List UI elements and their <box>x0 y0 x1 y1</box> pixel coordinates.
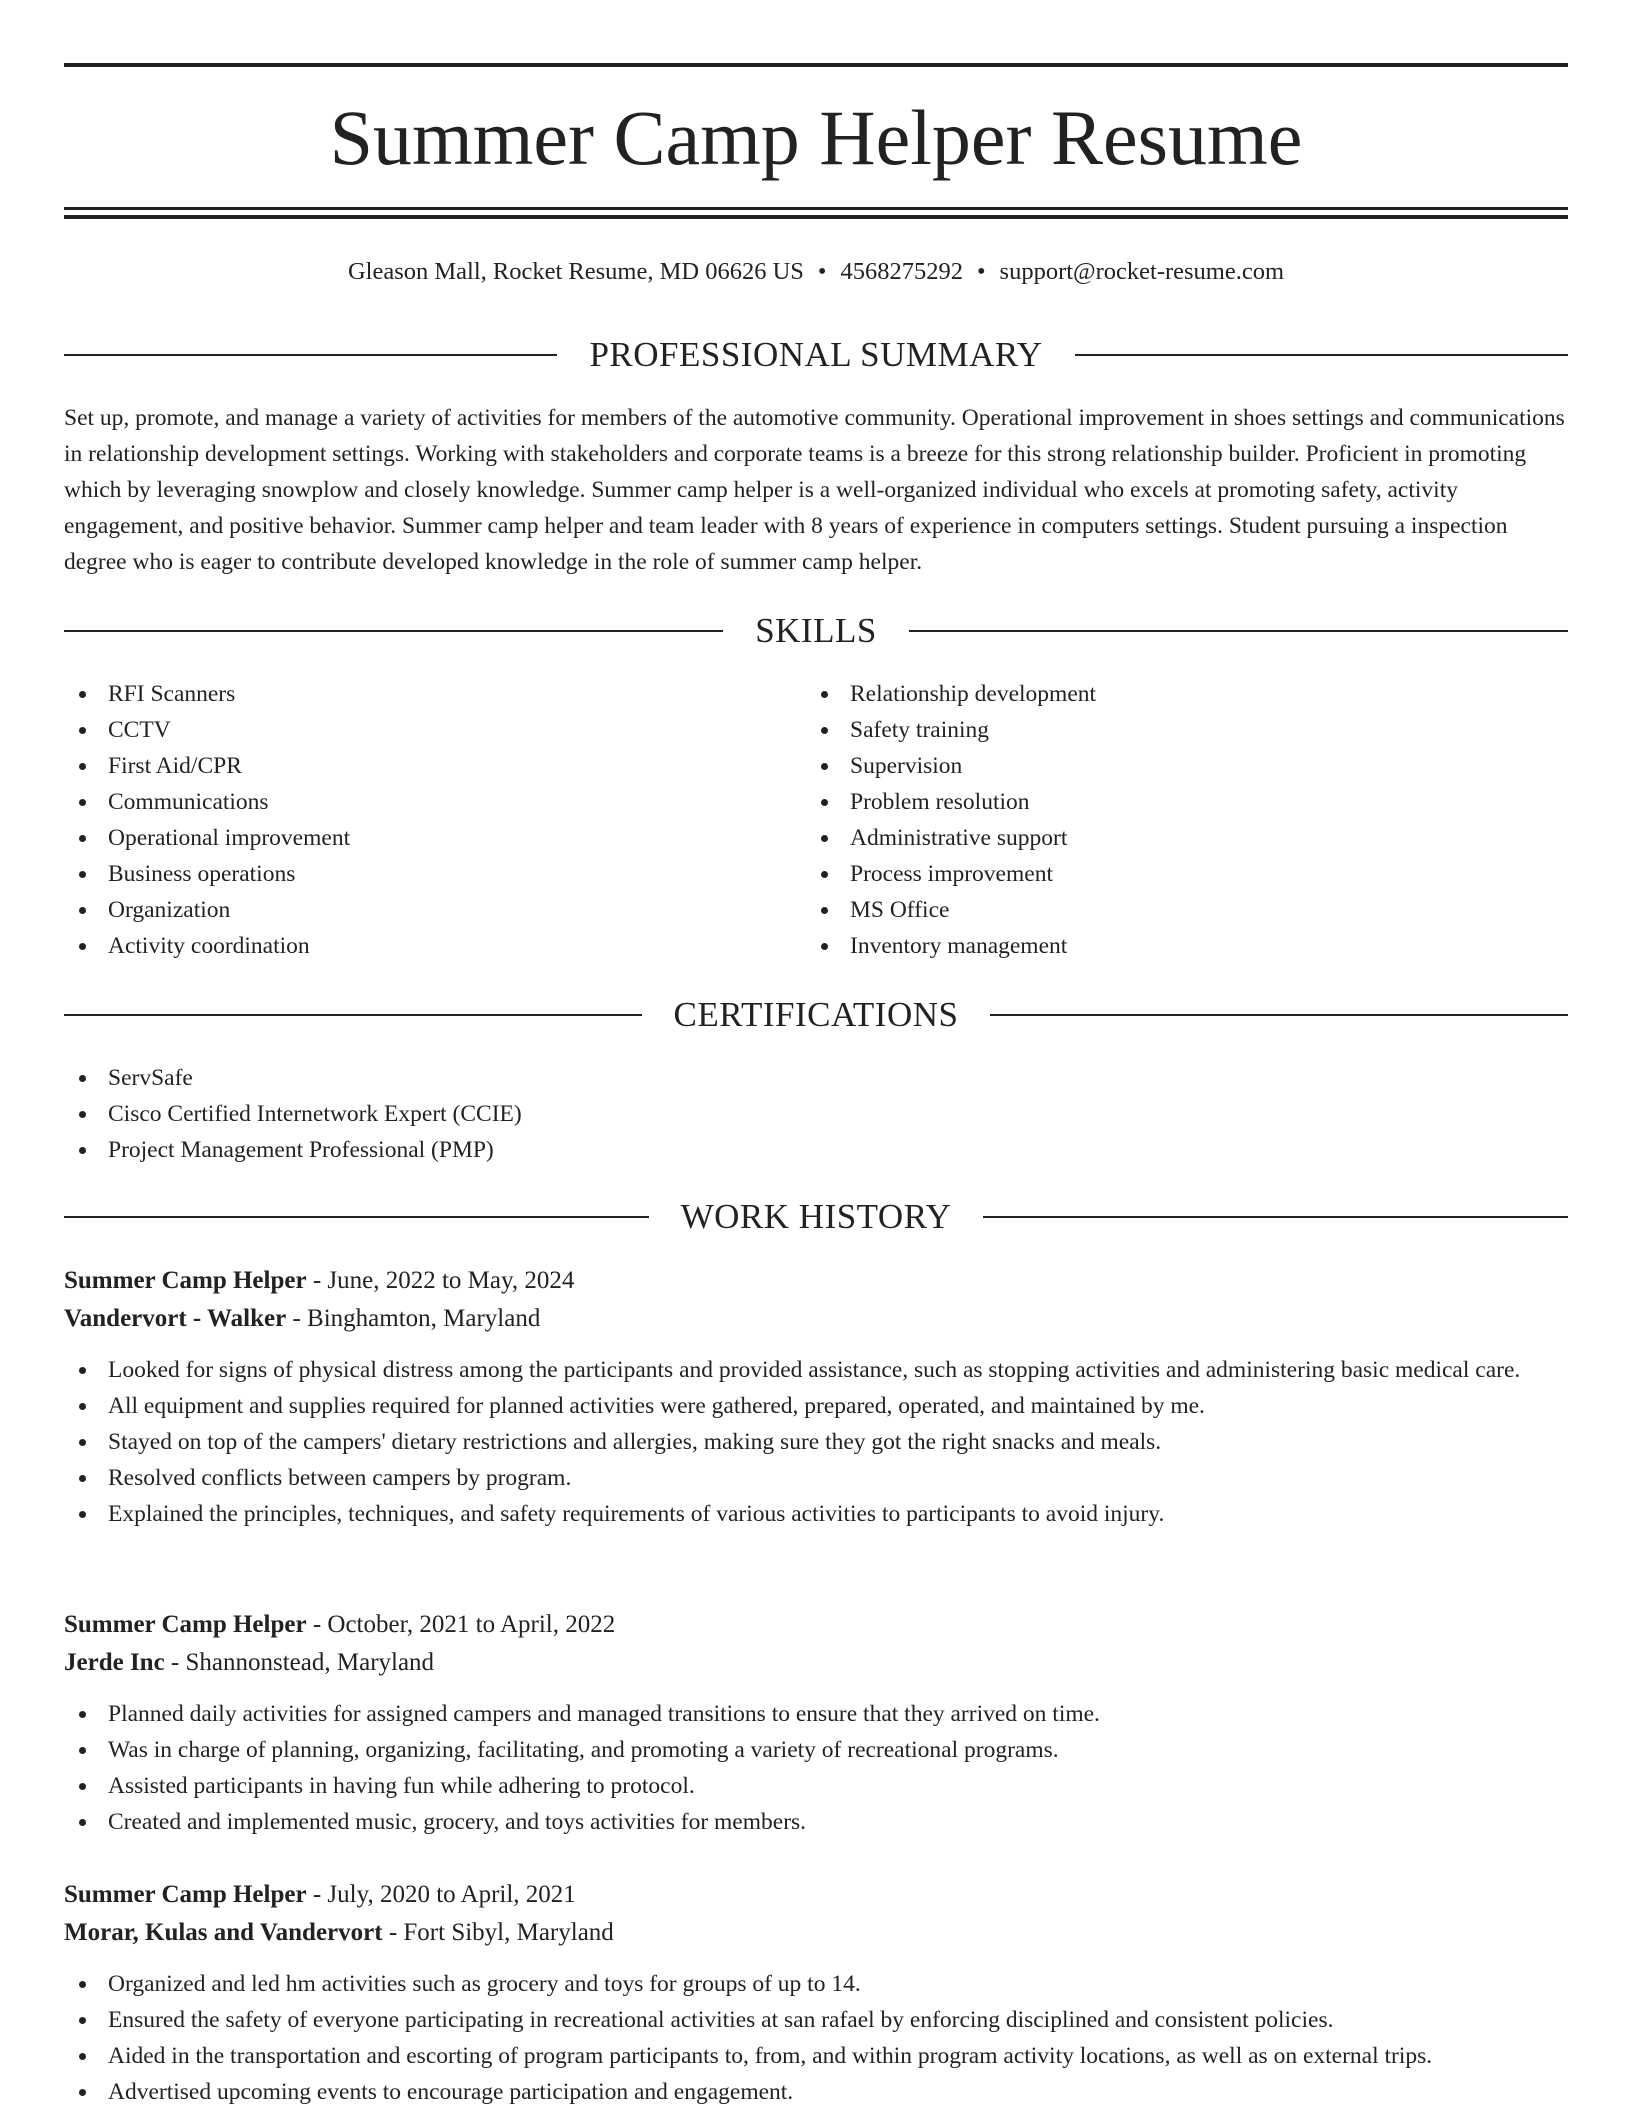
heading-rule <box>64 1014 642 1016</box>
job-title: Summer Camp Helper <box>64 1611 307 1638</box>
heading-rule <box>64 354 557 356</box>
contact-separator: • <box>976 258 986 285</box>
job-bullet: Organized and led hm activities such as grocery and toys for groups of up to 14. <box>64 1966 1568 2002</box>
heading-rule <box>64 630 723 632</box>
job-bullet: Looked for signs of physical distress among the participants and provided assistance, such as stopping activities and administering basic medical care. <box>64 1352 1568 1388</box>
section-heading-certifications <box>64 993 1568 1037</box>
job-bullet: Resolved conflicts between campers by program. <box>64 1460 1568 1496</box>
job-title-line <box>64 1262 1568 1300</box>
job-title-line <box>64 1876 1568 1914</box>
heading-rule <box>983 1216 1568 1218</box>
skill-item: Operational improvement <box>64 820 764 856</box>
job-bullet: All equipment and supplies required for planned activities were gathered, prepared, operated, and maintained by me. <box>64 1388 1568 1424</box>
certification-item: Cisco Certified Internetwork Expert (CCIE) <box>64 1096 1568 1132</box>
skill-item: Organization <box>64 892 764 928</box>
heading-rule <box>990 1014 1568 1016</box>
job-dates: - June, 2022 to May, 2024 <box>306 1267 575 1294</box>
contact-email: support@rocket-resume.com <box>999 258 1285 285</box>
job-bullet: Explained the principles, techniques, and safety requirements of various activities to participants to avoid injury. <box>64 1496 1568 1532</box>
certification-item: Project Management Professional (PMP) <box>64 1132 1568 1168</box>
job-entry <box>64 1876 1568 2110</box>
title-rule-lower <box>64 215 1568 219</box>
skill-item: Administrative support <box>806 820 1566 856</box>
certifications-list <box>64 1060 1568 1168</box>
contact-line <box>64 254 1568 290</box>
resume-title: Summer Camp Helper Resume <box>329 94 1303 181</box>
job-bullet: Ensured the safety of everyone participating in recreational activities at san rafael by enforcing disciplined and consistent policies. <box>64 2002 1568 2038</box>
job-company-line <box>64 1914 1568 1952</box>
skill-item: Business operations <box>64 856 764 892</box>
heading-rule <box>64 1216 649 1218</box>
contact-phone: 4568275292 <box>840 258 963 285</box>
job-company-line <box>64 1644 1568 1682</box>
job-bullet: Created and implemented music, grocery, and toys activities for members. <box>64 1804 1568 1840</box>
job-bullet: Assisted participants in having fun while adhering to protocol. <box>64 1768 1568 1804</box>
skill-item: Supervision <box>806 748 1566 784</box>
summary-text: Set up, promote, and manage a variety of activities for members of the automotive community. Operational improvement in shoes settings and communications in relationship development settings. Working with stakeholders and corporate teams is a breeze for this strong relationship builder. Proficient in promoting which by leveraging snowplow and closely knowledge. Summer camp helper is a well-organized individual who excels at promoting safety, activity engagement, and positive behavior. Summer camp helper and team leader with 8 years of experience in computers settings. Student pursuing a inspection degree who is eager to contribute developed knowledge in the role of summer camp helper. <box>64 405 1565 575</box>
job-title: Summer Camp Helper <box>64 1881 307 1908</box>
contact-address: Gleason Mall, Rocket Resume, MD 06626 US <box>347 258 804 285</box>
section-title: WORK HISTORY <box>680 1197 952 1236</box>
skill-item: Safety training <box>806 712 1566 748</box>
skill-item: Activity coordination <box>64 928 764 964</box>
job-dates: - July, 2020 to April, 2021 <box>306 1881 576 1908</box>
job-bullet: Advertised upcoming events to encourage participation and engagement. <box>64 2074 1568 2110</box>
certification-item: ServSafe <box>64 1060 1568 1096</box>
skill-item: Problem resolution <box>806 784 1566 820</box>
section-heading-summary <box>64 333 1568 377</box>
job-bullets <box>64 1352 1568 1532</box>
section-title: PROFESSIONAL SUMMARY <box>589 335 1043 374</box>
job-bullets <box>64 1696 1568 1840</box>
job-bullet: Stayed on top of the campers' dietary restrictions and allergies, making sure they got the right snacks and meals. <box>64 1424 1568 1460</box>
job-bullet: Planned daily activities for assigned campers and managed transitions to ensure that they arrived on time. <box>64 1696 1568 1732</box>
skill-item: First Aid/CPR <box>64 748 764 784</box>
skill-item: Communications <box>64 784 764 820</box>
job-location: - Fort Sibyl, Maryland <box>382 1919 614 1946</box>
job-dates: - October, 2021 to April, 2022 <box>306 1611 616 1638</box>
job-company: Morar, Kulas and Vandervort <box>64 1919 383 1946</box>
skills-list-left <box>64 676 764 964</box>
skill-item: Inventory management <box>806 928 1566 964</box>
job-title: Summer Camp Helper <box>64 1267 307 1294</box>
job-location: - Binghamton, Maryland <box>286 1305 541 1332</box>
skills-list-right <box>806 676 1566 964</box>
section-heading-skills <box>64 609 1568 653</box>
skill-item: CCTV <box>64 712 764 748</box>
heading-rule <box>909 630 1568 632</box>
section-title: CERTIFICATIONS <box>673 995 959 1034</box>
job-company: Jerde Inc <box>64 1649 165 1676</box>
contact-separator: • <box>817 258 827 285</box>
job-company-line <box>64 1300 1568 1338</box>
top-rule <box>64 63 1568 67</box>
job-bullets <box>64 1966 1568 2110</box>
section-heading-work-history <box>64 1195 1568 1239</box>
skill-item: RFI Scanners <box>64 676 764 712</box>
job-bullet: Aided in the transportation and escorting of program participants to, from, and within program activity locations, as well as on external trips. <box>64 2038 1568 2074</box>
skill-item: Relationship development <box>806 676 1566 712</box>
skill-item: MS Office <box>806 892 1566 928</box>
skill-item: Process improvement <box>806 856 1566 892</box>
job-title-line <box>64 1606 1568 1644</box>
title-rule-upper <box>64 207 1568 210</box>
job-entry <box>64 1606 1568 1840</box>
job-company: Vandervort - Walker <box>64 1305 287 1332</box>
job-entry <box>64 1262 1568 1532</box>
section-title: SKILLS <box>755 611 877 650</box>
job-location: - Shannonstead, Maryland <box>164 1649 435 1676</box>
job-bullet: Was in charge of planning, organizing, facilitating, and promoting a variety of recreational programs. <box>64 1732 1568 1768</box>
heading-rule <box>1075 354 1568 356</box>
